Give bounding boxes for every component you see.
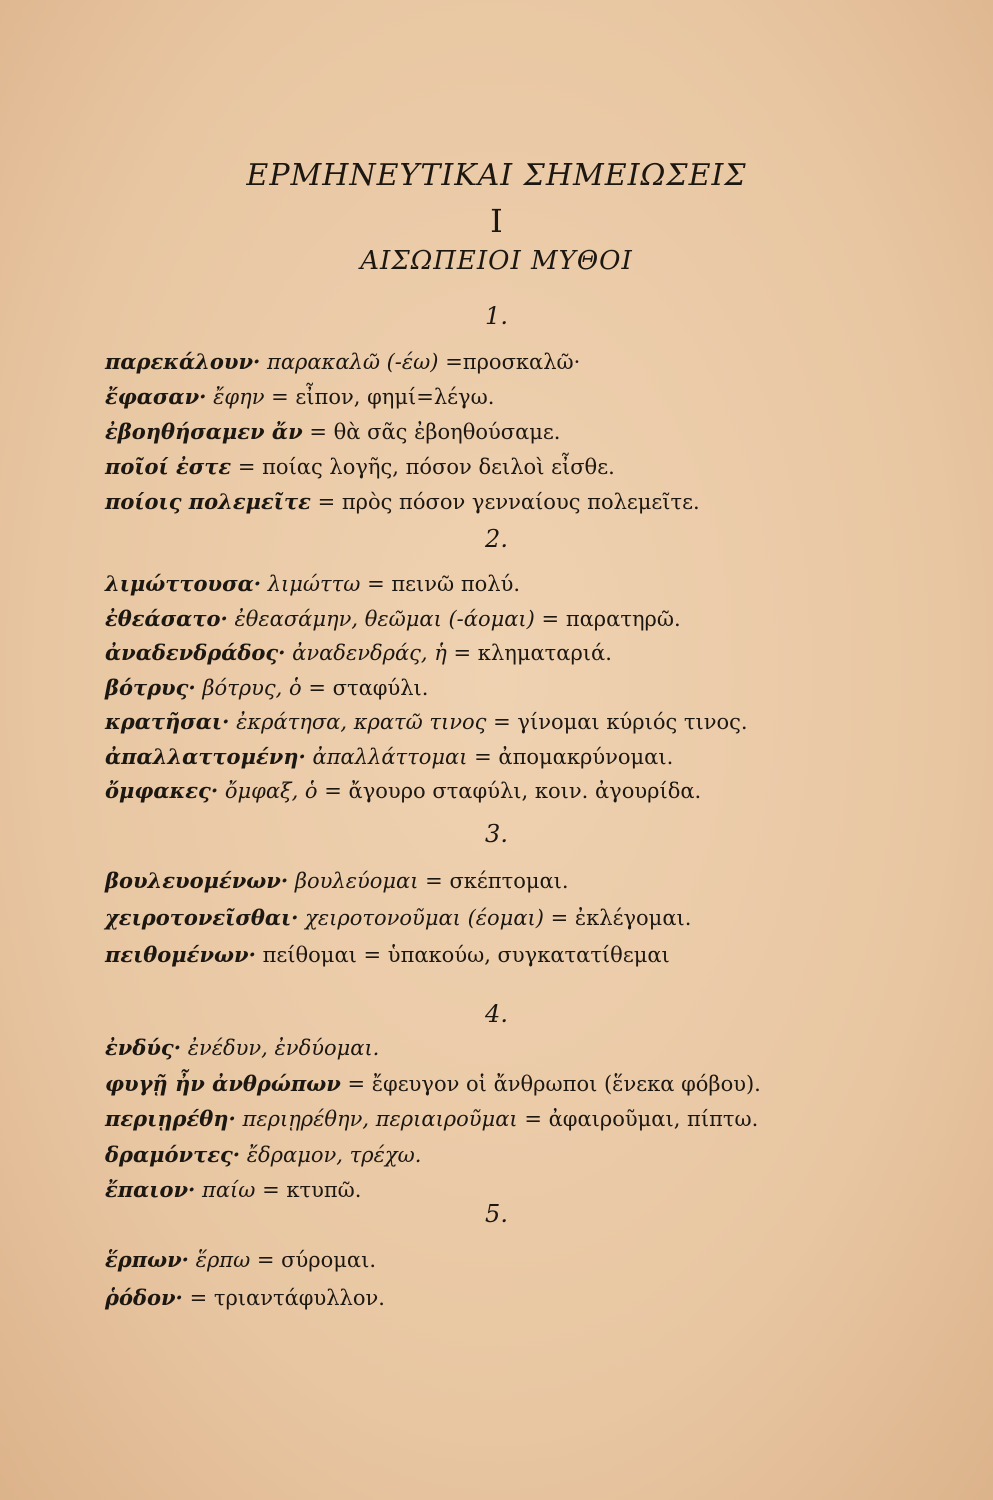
section-number: 3. <box>485 820 508 848</box>
chapter-number: I <box>490 202 503 240</box>
entry-lemma: ἕρπων· <box>105 1247 189 1272</box>
entry-lemma: βότρυς· <box>105 674 196 700</box>
page-title: ΕΡΜΗΝΕΥΤΙΚΑΙ ΣΗΜΕΙΩΣΕΙΣ <box>246 158 747 193</box>
entry-lemma: κρατῆσαι· <box>105 709 230 734</box>
entry-meaning: = σταφύλι. <box>308 675 429 700</box>
entry-lemma: ἔπαιον· <box>105 1177 196 1202</box>
entry-lemma: ἀπαλλαττομένη· <box>105 743 306 769</box>
glossary-entry <box>105 1141 825 1169</box>
entry-meaning: = θὰ σᾶς ἐβοηθούσαμε. <box>309 420 561 444</box>
entry-gloss: βότρυς, ὁ <box>202 675 302 700</box>
entry-lemma: παρεκάλουν· <box>105 349 261 374</box>
glossary-entry <box>105 1034 825 1062</box>
entry-meaning: =προσκαλῶ· <box>445 350 581 374</box>
entry-gloss: χειροτονοῦμαι (έομαι) <box>305 906 544 930</box>
entry-meaning: = τριαντάφυλλον. <box>189 1286 385 1310</box>
glossary-entry <box>105 383 825 411</box>
section-number: 4. <box>485 1000 508 1028</box>
entry-gloss: ἔδραμον, τρέχω. <box>246 1142 422 1167</box>
entry-lemma: δραμόντες· <box>105 1141 241 1167</box>
glossary-entry <box>105 488 825 516</box>
entry-gloss: λιμώττω <box>267 572 361 596</box>
entry-meaning: = ἀπομακρύνομαι. <box>474 744 674 769</box>
entry-gloss: ἐνέδυν, ἐνδύομαι. <box>187 1036 380 1060</box>
glossary-entry <box>105 639 825 667</box>
entry-lemma: φυγῇ ἦν ἀνθρώπων <box>105 1070 341 1096</box>
section-number: 5. <box>485 1200 508 1228</box>
entry-lemma: πειθομένων· <box>105 942 256 967</box>
glossary-entry <box>105 904 825 932</box>
entry-meaning: = ἔφευγον οἱ ἄνθρωποι (ἕνεκα φόβου). <box>347 1071 761 1096</box>
glossary-entry <box>105 1105 825 1133</box>
section-number: 1. <box>485 302 508 330</box>
entry-meaning: = πρὸς πόσον γενναίους πολεμεῖτε. <box>317 490 700 514</box>
entry-meaning: = ἄγουρο σταφύλι, κοιν. ἀγουρίδα. <box>324 779 702 803</box>
entry-lemma: ὄμφακες· <box>105 778 219 803</box>
entry-lemma: χειροτονεῖσθαι· <box>105 905 299 930</box>
entry-meaning: = ἐκλέγομαι. <box>550 906 692 930</box>
glossary-entry <box>105 674 825 702</box>
entry-meaning: = εἶπον, φημί=λέγω. <box>271 385 495 409</box>
entry-lemma: ἔφασαν· <box>105 384 207 409</box>
glossary-entry <box>105 1070 825 1098</box>
entry-lemma: ποῖοί ἐστε <box>105 454 232 479</box>
entry-lemma: ἐθεάσατο· <box>105 605 228 631</box>
glossary-entry <box>105 941 825 969</box>
entry-gloss: περιῃρέθην, περιαιροῦμαι <box>242 1107 518 1131</box>
entry-meaning: = κτυπῶ. <box>262 1178 362 1202</box>
section-number: 2. <box>485 525 508 553</box>
entry-lemma: ἐνδύς· <box>105 1035 182 1060</box>
entry-gloss: ἀπαλλάττομαι <box>312 744 468 769</box>
glossary-entry <box>105 605 825 633</box>
entry-lemma: λιμώττουσα· <box>105 571 262 596</box>
entry-gloss: ἔφην <box>213 385 265 409</box>
entry-gloss: ἐθεασάμην, θεῶμαι (-άομαι) <box>234 606 535 631</box>
entry-meaning: = ποίας λογῆς, πόσον δειλοὶ εἶσθε. <box>237 455 615 479</box>
entry-meaning: = ἀφαιροῦμαι, πίπτω. <box>524 1107 759 1131</box>
glossary-entry <box>105 1246 825 1274</box>
glossary-entry <box>105 348 825 376</box>
glossary-entry <box>105 708 825 736</box>
entry-gloss: ἀναδενδράς, ἡ <box>292 641 447 665</box>
entry-meaning: = γίνομαι κύριός τινος. <box>493 710 748 734</box>
entry-lemma: ῥόδον· <box>105 1285 183 1310</box>
chapter-subtitle: ΑΙΣΩΠΕΙΟΙ ΜΥΘΟΙ <box>360 246 633 276</box>
entry-meaning: πείθομαι = ὑπακούω, συγκατατίθεμαι <box>262 943 670 967</box>
glossary-entry <box>105 453 825 481</box>
entry-gloss: βουλεύομαι <box>294 869 419 893</box>
entry-lemma: ποίοις πολεμεῖτε <box>105 489 311 514</box>
glossary-entry <box>105 418 825 446</box>
entry-lemma: περιῃρέθη· <box>105 1106 236 1131</box>
entry-meaning: = σύρομαι. <box>256 1248 377 1272</box>
entry-gloss: ἕρπω <box>195 1248 251 1272</box>
entry-gloss: ὄμφαξ, ὁ <box>224 779 318 803</box>
glossary-entry <box>105 743 825 771</box>
entry-lemma: ἀναδενδράδος· <box>105 640 286 665</box>
entry-meaning: = σκέπτομαι. <box>425 869 569 893</box>
entry-meaning: = παρατηρῶ. <box>541 606 681 631</box>
entry-gloss: ἐκράτησα, κρατῶ τινος <box>236 710 487 734</box>
glossary-entry <box>105 570 825 598</box>
glossary-entry <box>105 777 825 805</box>
glossary-entry <box>105 1284 825 1312</box>
entry-lemma: βουλευομένων· <box>105 868 289 893</box>
entry-gloss: παρακαλῶ (-έω) <box>267 350 439 374</box>
entry-gloss: παίω <box>202 1178 256 1202</box>
glossary-entry <box>105 867 825 895</box>
entry-lemma: ἐβοηθήσαμεν ἄν <box>105 419 303 444</box>
entry-meaning: = κληματαριά. <box>453 641 612 665</box>
entry-meaning: = πεινῶ πολύ. <box>367 572 521 596</box>
